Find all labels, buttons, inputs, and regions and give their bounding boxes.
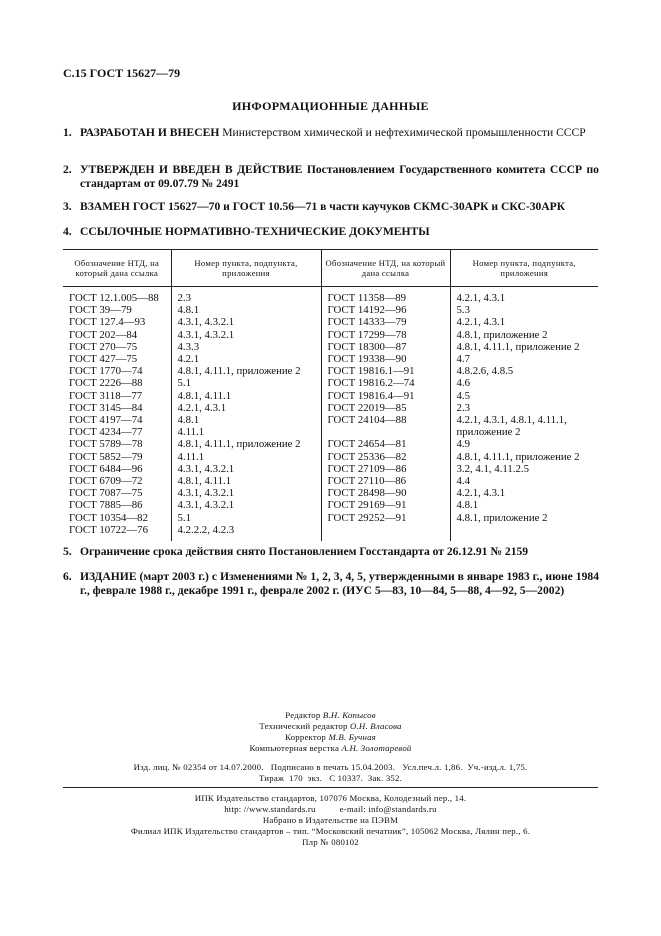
publisher-line: ИПК Издательство стандартов, 107076 Москва, Колодезный пер., 14.	[194, 793, 467, 803]
column-header: Номер пункта, подпункта, приложения	[450, 250, 598, 287]
ref-cell: 4.2.1, 4.3.1	[177, 401, 227, 414]
item-references	[63, 225, 599, 239]
doc-cell: ГОСТ 3145—84	[69, 401, 143, 414]
item-text: Постановлением Государственного комитета СССР по стандартам от 09.07.79 № 2491	[80, 163, 599, 190]
doc-cell: ГОСТ 25336—82	[327, 450, 407, 463]
ref-cell: 2.3	[177, 292, 191, 304]
right-ref-column	[450, 292, 598, 536]
ref-cell: 4.6	[456, 377, 470, 390]
ref-cell: 4.8.1, приложение 2	[456, 328, 548, 341]
ref-cell: 4.4	[456, 475, 470, 488]
doc-cell: ГОСТ 4197—74	[69, 414, 143, 427]
column-header: Номер пункта, подпункта, приложения	[171, 250, 321, 287]
doc-cell: ГОСТ 24104—88	[327, 414, 407, 427]
doc-cell: ГОСТ 127.4—93	[69, 316, 146, 329]
publication-info	[0, 762, 661, 784]
ref-cell: 4.3.1, 4.3.2.1	[177, 328, 235, 341]
ref-cell: 2.3	[456, 401, 470, 414]
ref-cell: 4.3.1, 4.3.2.1	[177, 316, 235, 329]
ref-cell: 4.8.1, 4.11.1, приложение 2	[456, 450, 580, 463]
doc-cell	[328, 426, 450, 438]
publisher-info	[0, 793, 661, 848]
left-doc-column	[63, 292, 171, 536]
credit-tech-editor: Технический редактор О.Н. Власова	[259, 721, 402, 731]
credit-proofreader: Корректор М.В. Бучная	[285, 732, 376, 742]
footer-divider	[63, 787, 598, 788]
doc-cell: ГОСТ 18300—87	[327, 340, 407, 353]
item-validity	[63, 545, 599, 559]
publisher-line: Плр № 080102	[302, 837, 359, 847]
ref-cell: 4.8.1, 4.11.1	[177, 389, 232, 402]
doc-cell: ГОСТ 14192—96	[327, 304, 407, 317]
ref-cell: 4.8.1, 4.11.1, приложение 2	[177, 438, 301, 451]
left-ref-column	[171, 292, 321, 536]
ref-cell: 4.2.1	[177, 353, 200, 366]
table-body-row	[63, 292, 598, 536]
doc-cell: ГОСТ 7885—86	[69, 499, 143, 512]
doc-cell: ГОСТ 6484—96	[69, 462, 143, 475]
item-replaces	[63, 200, 599, 214]
doc-cell: ГОСТ 14333—79	[327, 316, 407, 329]
item-approved	[63, 163, 599, 191]
doc-cell: ГОСТ 10722—76	[69, 523, 148, 536]
ref-cell: 4.2.1, 4.3.1	[456, 316, 506, 329]
ref-cell: 4.8.1	[177, 304, 200, 317]
doc-cell: ГОСТ 39—79	[69, 304, 132, 317]
doc-cell: ГОСТ 5852—79	[69, 450, 143, 463]
item-edition	[63, 570, 599, 598]
publisher-line: Набрано в Издательстве на ПЭВМ	[262, 815, 399, 825]
doc-cell: ГОСТ 19816.1—91	[327, 365, 415, 378]
ref-cell: 4.8.1, 4.11.1, приложение 2	[177, 365, 301, 378]
publisher-line: http: //www.standards.ru e-mail: info@standards.ru	[224, 804, 437, 814]
doc-cell: ГОСТ 5789—78	[69, 438, 143, 451]
ref-cell: 4.5	[456, 389, 470, 402]
references-table	[63, 249, 598, 541]
ref-cell: 5.1	[177, 377, 191, 390]
doc-cell: ГОСТ 270—75	[69, 340, 138, 353]
doc-cell: ГОСТ 27110—86	[327, 475, 407, 488]
item-number: 4.	[63, 225, 72, 238]
table-header-row	[63, 250, 598, 287]
doc-cell: ГОСТ 19816.2—74	[327, 377, 415, 390]
item-bold-text: УТВЕРЖДЕН И ВВЕДЕН В ДЕЙСТВИЕ	[80, 163, 303, 176]
page-header: С.15 ГОСТ 15627—79	[63, 66, 181, 80]
ref-cell: 4.2.1, 4.3.1, 4.8.1, 4.11.1,	[456, 414, 567, 427]
column-header: Обозначение НТД, на который дана ссылка	[321, 250, 450, 287]
doc-cell: ГОСТ 2226—88	[69, 377, 143, 390]
doc-cell: ГОСТ 202—84	[69, 328, 138, 341]
doc-cell: ГОСТ 17299—78	[327, 328, 407, 341]
ref-cell: 4.11.1	[177, 426, 205, 439]
doc-cell: ГОСТ 3118—77	[69, 389, 143, 402]
right-doc-column	[321, 292, 450, 536]
ref-cell: 4.8.1, приложение 2	[456, 511, 548, 524]
ref-cell: 4.8.2.6, 4.8.5	[456, 365, 514, 378]
ref-cell: 4.8.1, 4.11.1	[177, 475, 232, 488]
doc-cell: ГОСТ 7087—75	[69, 487, 143, 500]
ref-cell: 4.11.1	[177, 450, 205, 463]
credits-block	[0, 710, 661, 754]
ref-cell: 4.8.1	[456, 499, 479, 512]
doc-cell: ГОСТ 4234—77	[69, 426, 143, 439]
doc-cell: ГОСТ 12.1.005—88	[69, 292, 159, 304]
item-number: 3.	[63, 200, 72, 213]
ref-cell: 4.8.1	[177, 414, 200, 427]
item-number: 6.	[63, 570, 72, 583]
ref-cell: 4.8.1, 4.11.1, приложение 2	[456, 340, 580, 353]
section-title: ИНФОРМАЦИОННЫЕ ДАННЫЕ	[232, 99, 429, 113]
doc-cell: ГОСТ 11358—89	[327, 292, 407, 304]
ref-cell: 4.3.1, 4.3.2.1	[177, 462, 235, 475]
item-number: 1.	[63, 126, 72, 139]
column-header: Обозначение НТД, на который дана ссылка	[63, 250, 171, 287]
publication-line: Изд. лиц. № 02354 от 14.07.2000. Подписано в печать 15.04.2003. Усл.печ.л. 1,86. Уч.-изд.л. 1,75.	[133, 762, 528, 772]
item-developed	[63, 126, 599, 140]
doc-cell: ГОСТ 1770—74	[69, 365, 143, 378]
item-text: Министерством химической и нефтехимической промышленности СССР	[219, 126, 586, 139]
ref-cell: 4.9	[456, 438, 470, 451]
ref-cell: 4.2.1, 4.3.1	[456, 487, 506, 500]
doc-cell: ГОСТ 28498—90	[327, 487, 407, 500]
doc-cell: ГОСТ 29252—91	[327, 511, 407, 524]
ref-cell: 4.3.3	[177, 340, 200, 353]
item-number: 2.	[63, 163, 72, 176]
publisher-line: Филиал ИПК Издательство стандартов – тип. “Московский печатник”, 105062 Москва, Лялин пер., 6.	[130, 826, 531, 836]
doc-cell: ГОСТ 24654—81	[327, 438, 407, 451]
doc-cell: ГОСТ 10354—82	[69, 511, 148, 524]
publication-line: Тираж 170 экз. С 10337. Зак. 352.	[258, 773, 403, 783]
ref-cell: 5.1	[177, 511, 191, 524]
ref-cell: 4.3.1, 4.3.2.1	[177, 499, 235, 512]
item-bold-text: ВЗАМЕН ГОСТ 15627—70 и ГОСТ 10.56—71	[80, 200, 318, 213]
credit-editor: Редактор В.Н. Копысов	[285, 710, 376, 720]
ref-cell: 5.3	[456, 304, 470, 317]
item-bold-text: РАЗРАБОТАН И ВНЕСЕН	[80, 126, 220, 139]
ref-cell: 3.2, 4.1, 4.11.2.5	[456, 462, 529, 475]
ref-cell: 4.7	[456, 353, 470, 366]
item-text: в части каучуков СКМС-30АРК и СКС-30АРК	[317, 200, 566, 213]
item-bold-text: ИЗДАНИЕ (март 2003 г.) с Изменениями № 1, 2, 3, 4, 5, утвержденными в январе 1983 г., июне 1984 г., феврале 1988 г., декабре 1991 г., феврале 2002 г. (ИУС 5—83, 10—84, 5—88, 4—92, 5—2002)	[80, 570, 599, 597]
ref-cell: приложение 2	[456, 426, 521, 439]
ref-cell: 4.3.1, 4.3.2.1	[177, 487, 235, 500]
credit-layout: Компьютерная верстка А.Н. Золотаревой	[249, 743, 412, 753]
item-bold-text: ССЫЛОЧНЫЕ НОРМАТИВНО-ТЕХНИЧЕСКИЕ ДОКУМЕНТЫ	[80, 225, 430, 238]
doc-cell: ГОСТ 19338—90	[327, 353, 407, 366]
doc-cell: ГОСТ 19816.4—91	[327, 389, 415, 402]
ref-cell: 4.2.1, 4.3.1	[456, 292, 506, 304]
ref-cell: 4.2.2.2, 4.2.3	[177, 523, 235, 536]
doc-cell: ГОСТ 6709—72	[69, 475, 143, 488]
doc-cell: ГОСТ 427—75	[69, 353, 138, 366]
doc-cell: ГОСТ 22019—85	[327, 401, 407, 414]
doc-cell: ГОСТ 29169—91	[327, 499, 407, 512]
item-bold-text: Ограничение срока действия снято Постановлением Госстандарта от 26.12.91 № 2159	[80, 545, 529, 558]
item-number: 5.	[63, 545, 72, 558]
doc-cell: ГОСТ 27109—86	[327, 462, 407, 475]
